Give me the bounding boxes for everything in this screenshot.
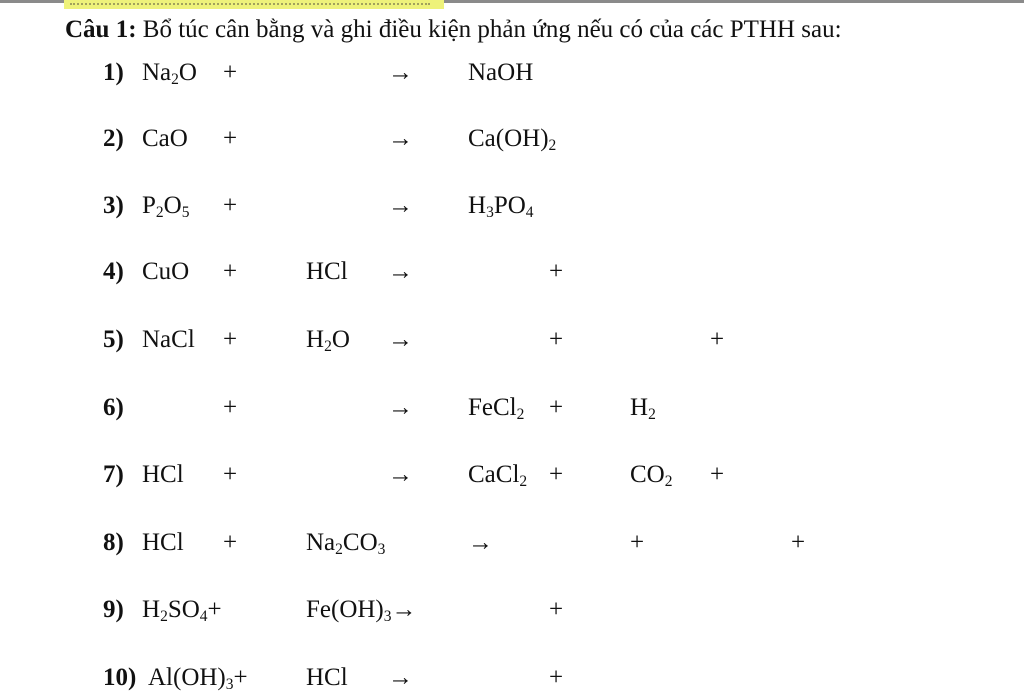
- reaction-4-number: 4): [103, 258, 124, 285]
- reaction-6-arrow: →: [388, 394, 413, 421]
- question-label: Câu 1:: [65, 16, 137, 43]
- reaction-4-product-plus: +: [549, 258, 564, 285]
- reaction-4-arrow: →: [388, 258, 413, 285]
- reaction-8-reactant-1: HCl: [142, 529, 184, 556]
- reaction-10-product-plus: +: [549, 664, 564, 691]
- reaction-9-reactant-1: $H_2SO_4+$: [142, 596, 222, 625]
- reaction-5-reactant-1: NaCl: [142, 326, 195, 353]
- reaction-2-product-1: $Ca(OH)_2$: [468, 125, 557, 154]
- reaction-5-product-plus-1: +: [549, 326, 564, 353]
- reaction-10-reactant-1: $Al(OH)_3+$: [148, 664, 248, 693]
- reaction-8-product-plus-1: +: [630, 529, 645, 556]
- reaction-9-arrow: →: [391, 596, 417, 623]
- reaction-4-reactant-1: CuO: [142, 258, 190, 285]
- reaction-6-product-1: FeCl$_2$: [468, 394, 525, 423]
- reaction-7-plus: +: [223, 461, 238, 488]
- reaction-3-reactant-1: $P_2O_5$: [142, 192, 190, 221]
- reaction-3-product-1: $H_3PO_4$: [468, 192, 534, 221]
- reaction-5-number: 5): [103, 326, 124, 353]
- reaction-8-number: 8): [103, 529, 124, 556]
- reaction-6-product-plus: +: [549, 394, 564, 421]
- reaction-1-plus: +: [223, 59, 238, 86]
- reaction-10-arrow: →: [388, 664, 413, 691]
- reaction-3-arrow: →: [388, 192, 413, 219]
- reaction-1-reactant-1: $Na_2O$: [142, 59, 197, 88]
- reaction-10-reactant-2: HCl: [306, 664, 348, 691]
- question-text: Bổ túc cân bằng và ghi điều kiện phản ứng nếu có của các PTHH sau:: [142, 16, 842, 43]
- reaction-5-product-plus-2: +: [710, 326, 725, 353]
- reaction-1-arrow: →: [388, 59, 413, 86]
- reaction-7-reactant-1: HCl: [142, 461, 184, 488]
- reaction-2-plus: +: [223, 125, 238, 152]
- reaction-5-reactant-2: $H_2O$: [306, 326, 350, 355]
- reaction-3-plus: +: [223, 192, 238, 219]
- reaction-5-arrow: →: [388, 326, 413, 353]
- reaction-2-reactant-1: CaO: [142, 125, 188, 152]
- reaction-1-number: 1): [103, 59, 124, 86]
- reaction-6-number: 6): [103, 394, 124, 421]
- reaction-7-product-1: CaCl$_2$: [468, 461, 528, 490]
- reaction-9-number: 9): [103, 596, 124, 623]
- reaction-8-product-plus-2: +: [791, 529, 806, 556]
- reaction-4-plus: +: [223, 258, 238, 285]
- reaction-7-product-plus-2: +: [710, 461, 725, 488]
- question-heading: [65, 14, 842, 46]
- reaction-6-product-2: $H_2$: [630, 394, 656, 423]
- reaction-10-number: 10): [103, 664, 137, 691]
- reaction-2-number: 2): [103, 125, 124, 152]
- reaction-2-arrow: →: [388, 125, 413, 152]
- reaction-8-arrow: →: [468, 529, 493, 556]
- reaction-1-product-1: NaOH: [468, 59, 534, 86]
- reaction-9-plus: +: [207, 596, 222, 623]
- reaction-4-reactant-2: HCl: [306, 258, 348, 285]
- reaction-8-plus: +: [223, 529, 238, 556]
- reaction-7-arrow: →: [388, 461, 413, 488]
- reaction-7-product-plus-1: +: [549, 461, 564, 488]
- reaction-9-product-plus: +: [549, 596, 564, 623]
- reaction-7-product-2: $CO_2$: [630, 461, 673, 490]
- reaction-10-plus: +: [233, 664, 248, 691]
- reaction-8-reactant-2: $Na_2CO_3$: [306, 529, 386, 558]
- cut-off-text-remnant: [70, 3, 430, 8]
- reaction-9-reactant-2: $Fe(OH)_3\to$: [306, 596, 417, 625]
- reaction-6-plus: +: [223, 394, 238, 421]
- reaction-3-number: 3): [103, 192, 124, 219]
- reaction-5-plus: +: [223, 326, 238, 353]
- reaction-7-number: 7): [103, 461, 124, 488]
